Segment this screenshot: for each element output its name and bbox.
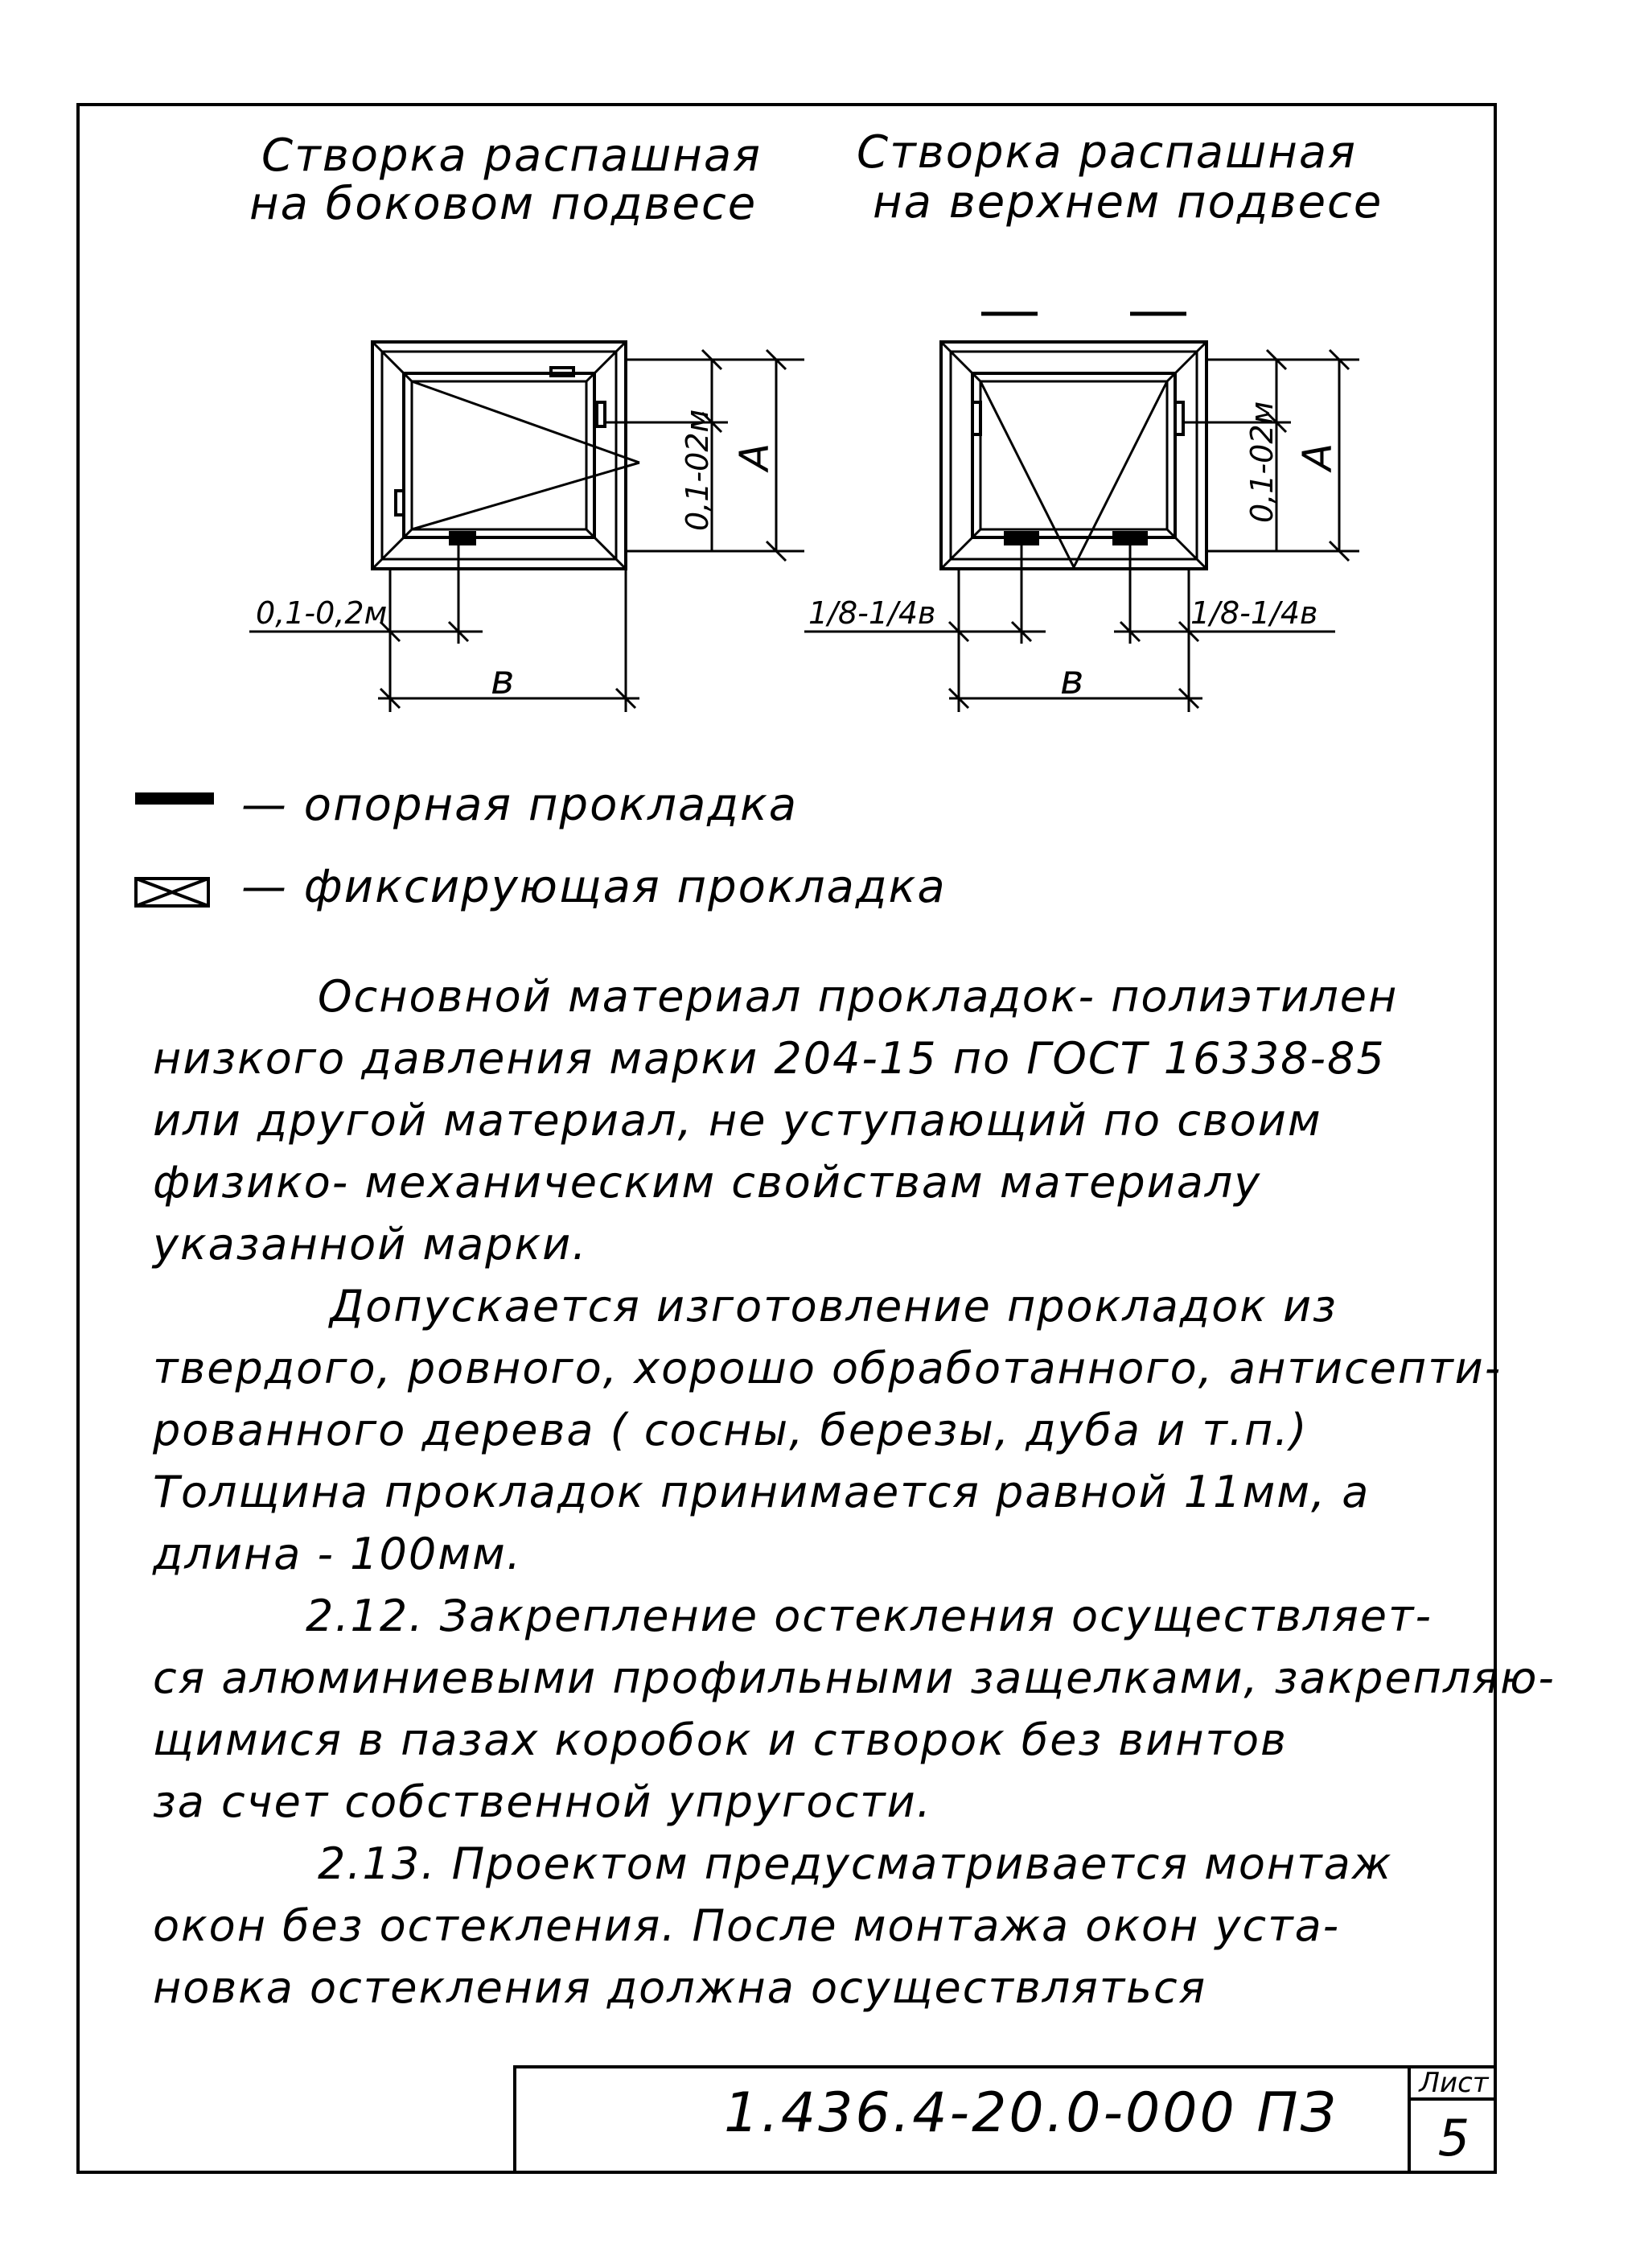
text-line: Допускается изготовление прокладок из — [330, 1281, 1338, 1332]
text-line: указанной марки. — [153, 1219, 588, 1270]
text-line: щимися в пазах коробок и створок без винтов — [153, 1714, 1288, 1765]
caption-left-line1: Створка распашная — [261, 130, 762, 182]
caption-left-line2: на боковом подвесе — [249, 178, 758, 230]
sheet-number: 5 — [1437, 2109, 1470, 2167]
right-dim-width: в — [1060, 657, 1084, 703]
left-dim-width: в — [491, 657, 515, 703]
text-line: длина - 100мм. — [153, 1529, 522, 1579]
support-pad-symbol — [135, 792, 214, 805]
text-line: Основной материал прокладок- полиэтилен — [318, 971, 1399, 1022]
text-line: Толщина прокладок принимается равной 11мм, а — [153, 1467, 1371, 1517]
sheet-label: Лист — [1411, 2065, 1497, 2101]
window-diagrams — [0, 0, 1636, 805]
right-dim-height: A — [1294, 442, 1341, 471]
text-line: физико- механическим свойствам материалу — [153, 1157, 1262, 1208]
caption-right-line1: Створка распашная — [857, 126, 1357, 179]
right-dim-vertical: 0,1-02м — [1244, 401, 1280, 523]
sheet-cell — [1408, 2065, 1497, 2174]
left-window-drawing — [249, 342, 804, 712]
legend-fixing: — фиксирующая прокладка — [241, 861, 947, 913]
text-line: рованного дерева ( сосны, березы, дуба и т.п.) — [153, 1405, 1309, 1455]
right-dim-bottom-left: 1/8-1/4в — [808, 595, 936, 631]
text-line: ся алюминиевыми профильными защелками, закрепляю- — [153, 1653, 1556, 1703]
left-dim-bottom: 0,1-0,2м — [256, 595, 388, 631]
text-line: или другой материал, не уступающий по своим — [153, 1095, 1322, 1146]
document-number: 1.436.4-20.0-000 ПЗ — [724, 2081, 1338, 2145]
legend-support: — опорная прокладка — [241, 779, 799, 831]
right-dim-bottom-right: 1/8-1/4в — [1190, 595, 1318, 631]
text-line: новка остекления должна осуществляться — [153, 1962, 1207, 2013]
left-dim-height: A — [731, 442, 778, 471]
text-line: твердого, ровного, хорошо обработанного, антисепти- — [153, 1343, 1502, 1393]
text-line: 2.12. Закрепление остекления осуществляет- — [306, 1591, 1433, 1641]
fixing-pad-symbol — [133, 871, 229, 919]
text-line: 2.13. Проектом предусматривается монтаж — [318, 1838, 1393, 1889]
text-line: окон без остекления. После монтажа окон уста- — [153, 1900, 1341, 1951]
caption-right-line2: на верхнем подвесе — [873, 176, 1383, 228]
left-dim-vertical: 0,1-02м — [680, 409, 715, 531]
text-line: за счет собственной упругости. — [153, 1776, 932, 1827]
text-line: низкого давления марки 204-15 по ГОСТ 16338-85 — [153, 1033, 1386, 1084]
